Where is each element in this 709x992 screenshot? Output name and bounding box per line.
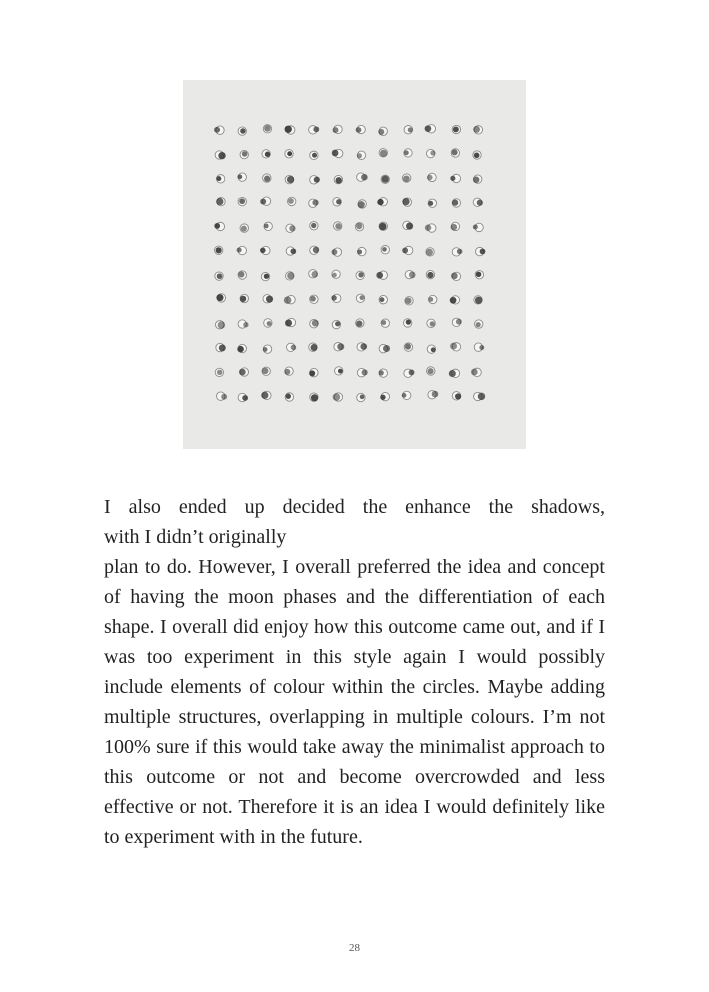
moon-phase-dot [379, 149, 387, 157]
moon-phase-dot [332, 149, 343, 157]
artwork-photo [183, 80, 526, 449]
moon-phase-dot [473, 223, 483, 231]
moon-phase-dot [287, 343, 297, 351]
moon-phase-dot [474, 392, 486, 400]
moon-phase-dot [263, 295, 273, 303]
moon-phase-dot [309, 368, 318, 376]
moon-phase-dot [310, 246, 320, 254]
moon-phase-dot [378, 127, 387, 135]
moon-phase-dot [216, 294, 225, 302]
moon-phase-dot [240, 224, 248, 232]
moon-phase-dot [475, 271, 483, 279]
moon-phase-dot [237, 246, 247, 254]
moon-phase-dot [404, 126, 413, 134]
moon-phase-dot [264, 222, 272, 230]
moon-phase-dot [451, 272, 461, 280]
moon-phase-dot [310, 393, 318, 401]
moon-phase-dot [452, 125, 460, 133]
moon-phase-dot [238, 127, 246, 135]
moon-phase-dot [331, 248, 341, 256]
moon-phase-dot [216, 343, 226, 351]
moon-phase-dot [451, 149, 459, 157]
moon-phase-dot [475, 320, 483, 328]
moon-phase-dot [357, 393, 365, 401]
moon-phase-dot [333, 198, 342, 206]
moon-phase-dot [309, 199, 319, 207]
moon-phase-dot [356, 294, 364, 302]
moon-phase-dot [473, 198, 483, 206]
moon-phase-dot [403, 221, 413, 229]
moon-phase-dot [426, 248, 434, 256]
moon-phase-dot [310, 295, 318, 303]
moon-phase-dot [379, 369, 388, 377]
moon-phase-dot [334, 175, 342, 183]
moon-phase-dot [404, 343, 412, 351]
moon-phase-dot [334, 222, 342, 230]
moon-phase-dot [310, 222, 318, 230]
moon-phase-dot [473, 175, 482, 183]
moon-phase-dot [310, 151, 318, 159]
moon-phase-dot [357, 173, 368, 181]
moon-phase-dot [261, 272, 269, 280]
moon-phase-dot [474, 296, 482, 304]
moon-phase-dot [284, 367, 293, 375]
moon-phase-dot [452, 318, 462, 326]
moon-phase-dot [214, 246, 222, 254]
moon-phase-dot [263, 125, 271, 133]
moon-phase-dot [285, 175, 294, 183]
moon-phase-dot [471, 368, 481, 376]
moon-phase-dot [238, 173, 247, 181]
moon-phase-dot [377, 198, 387, 206]
moon-phase-dot [309, 270, 318, 278]
page-number: 28 [349, 942, 360, 954]
moon-phase-dot [335, 367, 343, 375]
moon-phase-dot [216, 175, 224, 183]
moon-phase-dot [215, 321, 225, 329]
moon-phase-dot [425, 125, 436, 133]
moon-phase-dot [428, 199, 436, 207]
moon-phase-dot [263, 174, 271, 182]
moon-phase-dot-grid [183, 80, 526, 449]
moon-phase-dot [286, 272, 295, 280]
moon-phase-dot [403, 319, 411, 327]
moon-phase-dot [357, 368, 367, 376]
moon-phase-dot [309, 343, 318, 351]
moon-phase-dot [217, 392, 228, 400]
moon-phase-dot [286, 247, 296, 255]
moon-phase-dot [356, 271, 364, 279]
moon-phase-dot [285, 150, 293, 158]
moon-phase-dot [404, 369, 415, 377]
moon-phase-dot [452, 392, 461, 400]
moon-phase-dot [427, 367, 435, 375]
moon-phase-dot [450, 343, 461, 351]
moon-phase-dot [262, 367, 270, 375]
moon-phase-dot [357, 151, 366, 159]
moon-phase-dot [240, 294, 249, 302]
moon-phase-dot [427, 319, 435, 327]
moon-phase-dot [285, 393, 293, 401]
moon-phase-dot [285, 318, 296, 326]
moon-phase-dot [356, 125, 366, 133]
moon-phase-dot [404, 149, 412, 157]
moon-phase-dot [284, 295, 295, 303]
moon-phase-dot [355, 223, 363, 231]
moon-phase-dot [451, 222, 460, 230]
moon-phase-dot [333, 393, 343, 401]
moon-phase-dot [476, 247, 486, 255]
moon-phase-dot [238, 271, 246, 279]
moon-phase-dot [379, 222, 387, 230]
moon-phase-dot [215, 368, 223, 376]
moon-phase-dot [428, 391, 438, 399]
moon-phase-dot [310, 320, 319, 328]
moon-phase-dot [357, 247, 366, 255]
paragraph-line-2: with I didn’t originally [104, 526, 287, 548]
moon-phase-dot [426, 149, 435, 157]
body-paragraph [104, 492, 605, 852]
moon-phase-dot [332, 270, 340, 278]
moon-phase-dot [331, 294, 341, 302]
moon-phase-dot [450, 174, 460, 182]
moon-phase-dot [214, 222, 224, 230]
moon-phase-dot [427, 345, 435, 353]
moon-phase-dot [263, 345, 272, 353]
moon-phase-dot [215, 272, 223, 280]
moon-phase-dot [380, 392, 389, 400]
moon-phase-dot [428, 295, 437, 303]
moon-phase-dot [358, 200, 367, 208]
moon-phase-dot [402, 174, 410, 182]
moon-phase-dot [264, 319, 272, 327]
moon-phase-dot [260, 246, 270, 254]
moon-phase-dot [426, 270, 434, 278]
moon-phase-dot [237, 344, 246, 352]
moon-phase-dot [449, 369, 460, 377]
moon-phase-dot [450, 296, 460, 304]
paragraph-line-1: I also ended up decided the enhance the shadows, [104, 496, 605, 518]
moon-phase-dot [405, 270, 415, 278]
moon-phase-dot [452, 248, 462, 256]
moon-phase-dot [238, 197, 246, 205]
moon-phase-dot [240, 150, 248, 158]
moon-phase-dot [214, 126, 224, 134]
moon-phase-dot [474, 343, 484, 351]
moon-phase-dot [309, 126, 320, 134]
moon-phase-dot [262, 150, 270, 158]
moon-phase-dot [402, 391, 411, 399]
moon-phase-dot [402, 246, 413, 254]
moon-phase-dot [452, 199, 461, 207]
moon-phase-dot [381, 175, 389, 183]
moon-phase-dot [381, 319, 389, 327]
moon-phase-dot [425, 224, 436, 232]
moon-phase-dot [381, 246, 389, 254]
moon-phase-dot [238, 320, 249, 328]
moon-phase-dot [239, 368, 248, 376]
moon-phase-dot [238, 393, 248, 401]
paragraph-body: plan to do. However, I overall preferred the idea and concept of having the moon phases and the differentiation of each shape. I overall did enjoy how this outcome came out, and if I was too experiment in this style again I would possibly include elements of colour within the circles. Maybe adding multiple structures, overlapping in multiple colours. I’m not 100% sure if this would take away the minimalist approach to this outcome or not and become overcrowded and less effective or not. Therefore it is an idea I would definitely like to experiment with in the future. [104, 556, 605, 848]
moon-phase-dot [473, 151, 481, 159]
moon-phase-dot [376, 271, 387, 279]
moon-phase-dot [333, 125, 343, 133]
moon-phase-dot [216, 197, 225, 205]
moon-phase-dot [215, 151, 226, 160]
moon-phase-dot [260, 197, 271, 205]
moon-phase-dot [405, 297, 413, 305]
moon-phase-dot [473, 126, 482, 134]
moon-phase-dot [379, 295, 387, 303]
moon-phase-dot [379, 344, 390, 352]
moon-phase-dot [334, 343, 344, 351]
moon-phase-dot [427, 173, 436, 181]
moon-phase-dot [332, 320, 340, 328]
moon-phase-dot [402, 198, 411, 206]
moon-phase-dot [286, 224, 296, 232]
moon-phase-dot [356, 319, 364, 327]
moon-phase-dot [288, 197, 296, 205]
moon-phase-dot [310, 176, 320, 184]
moon-phase-dot [261, 391, 271, 399]
moon-phase-dot [357, 343, 367, 351]
moon-phase-dot [285, 126, 295, 135]
